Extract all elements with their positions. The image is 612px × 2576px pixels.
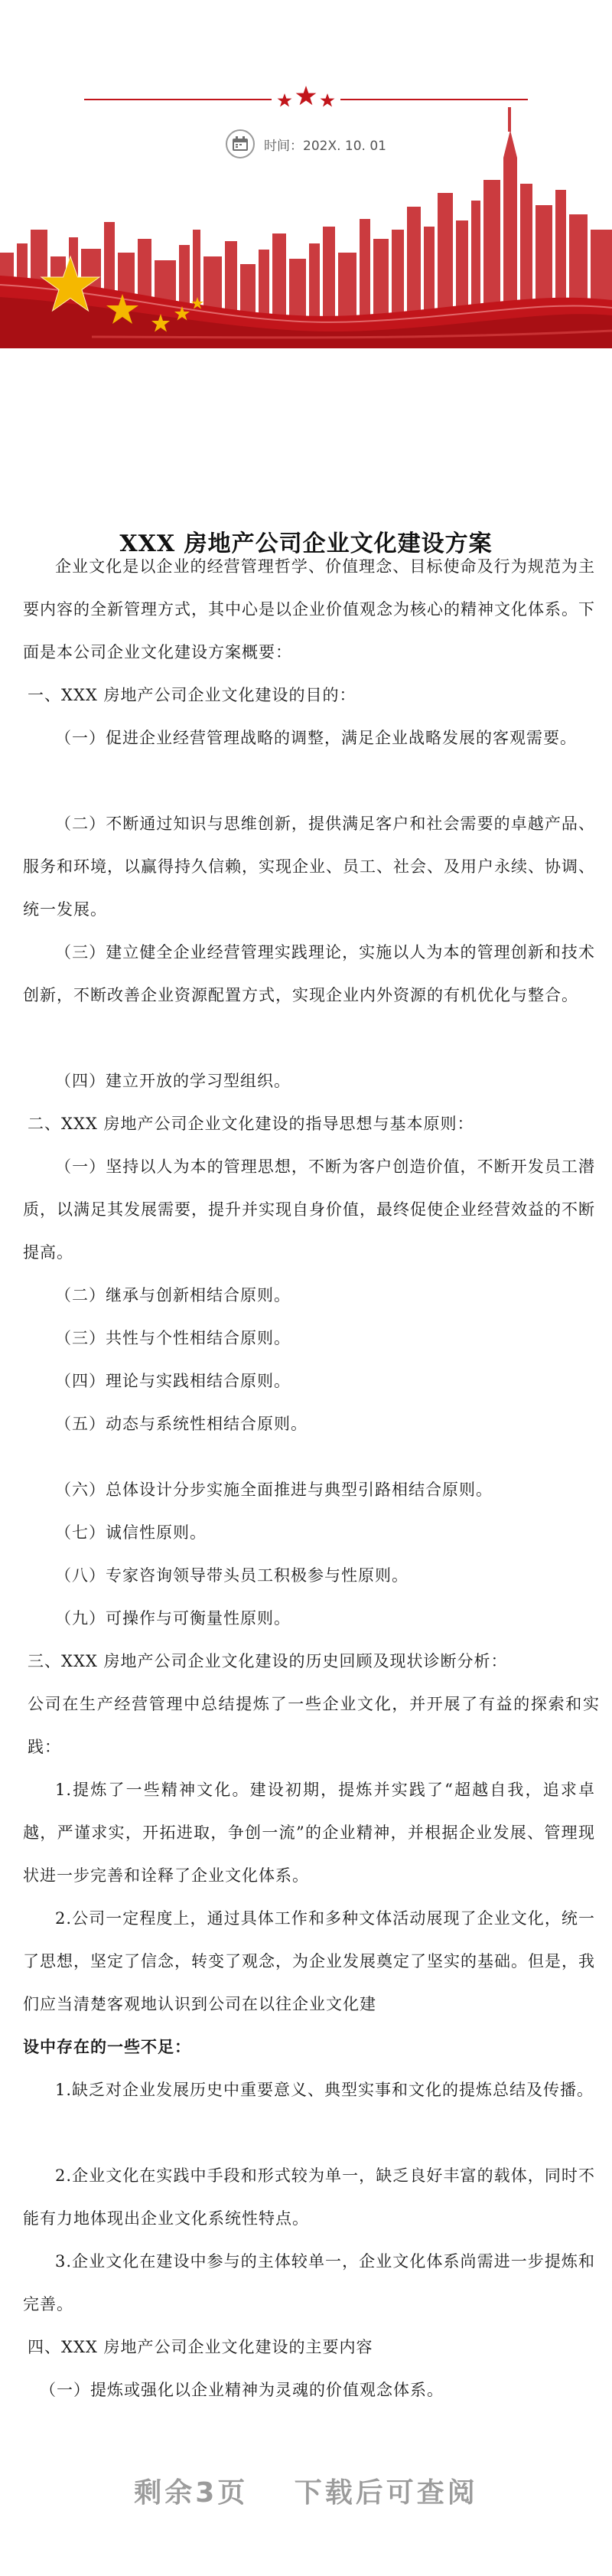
body-paragraph: 1.提炼了一些精神文化。建设初期，提炼并实践了“超越自我，追求卓越，严谨求实，开拓进取，争创一流”的企业精神，并根据企业发展、管理现状进一步完善和诠释了企业文化体系。	[23, 1781, 595, 1885]
body-paragraph: 1.缺乏对企业发展历史中重要意义、典型实事和文化的提炼总结及传播。	[55, 2081, 594, 2099]
body-paragraph: 3.企业文化在建设中参与的主体较单一，企业文化体系尚需进一步提炼和完善。	[23, 2252, 595, 2313]
remaining-pages-label: 剩余3页	[134, 2477, 249, 2509]
body-paragraph: 2.企业文化在实践中手段和形式较为单一，缺乏良好丰富的载体，同时不能有力地体现出企业文化系统性特点。	[23, 2166, 595, 2228]
body-paragraph: （六）总体设计分步实施全面推进与典型引路相结合原则。	[55, 1481, 493, 1499]
section-heading: 四、XXX 房地产公司企业文化建设的主要内容	[28, 2338, 373, 2356]
body-paragraph: （八）专家咨询领导带头员工积极参与性原则。	[55, 1566, 409, 1585]
body-paragraph: （二）继承与创新相结合原则。	[55, 1286, 291, 1304]
body-paragraph: （九）可操作与可衡量性原则。	[55, 1609, 291, 1628]
section-heading: 二、XXX 房地产公司企业文化建设的指导思想与基本原则：	[28, 1115, 474, 1133]
body-paragraph: （一）提炼或强化以企业精神为灵魂的价值观念体系。	[40, 2381, 444, 2399]
document-title: XXX 房地产公司企业文化建设方案	[119, 531, 493, 558]
star-icon	[321, 93, 335, 107]
body-paragraph: （四）建立开放的学习型组织。	[55, 1072, 291, 1090]
header-banner	[0, 0, 612, 360]
body-paragraph: （三）共性与个性相结合原则。	[55, 1329, 291, 1347]
body-paragraph: 2.公司一定程度上，通过具体工作和多种文体活动展现了企业文化，统一了思想，坚定了信念，转变了观念，为企业发展奠定了坚实的基础。但是，我们应当清楚客观地认识到公司在以往企业文化建	[23, 1909, 595, 2013]
star-icon	[296, 86, 317, 105]
download-prompt[interactable]	[0, 2471, 612, 2510]
intro-paragraph: 企业文化是以企业的经营管理哲学、价值理念、目标使命及行为规范为主要内容的全新管理方式，其中心是以企业价值观念为核心的精神文化体系。下面是本公司企业文化建设方案概要：	[23, 557, 595, 661]
publish-date: 时间：202X. 10. 01	[264, 138, 386, 154]
body-paragraph: （五）动态与系统性相结合原则。	[55, 1415, 308, 1433]
body-paragraph: （一）坚持以人为本的管理思想，不断为客户创造价值，不断开发员工潜质，以满足其发展需要，提升并实现自身价值，最终促使企业经营效益的不断提高。	[23, 1157, 595, 1262]
body-paragraph: 公司在生产经营管理中总结提炼了一些企业文化，并开展了有益的探索和实践：	[28, 1695, 600, 1756]
section-heading: 三、XXX 房地产公司企业文化建设的历史回顾及现状诊断分析：	[28, 1652, 508, 1670]
body-paragraph: （七）诚信性原则。	[55, 1523, 207, 1542]
emphasis-line: 设中存在的一些不足：	[23, 2037, 191, 2056]
body-paragraph: （四）理论与实践相结合原则。	[55, 1372, 291, 1390]
section-heading: 一、XXX 房地产公司企业文化建设的目的：	[28, 686, 356, 704]
body-paragraph: （三）建立健全企业经营管理实践理论，实施以人为本的管理创新和技术创新，不断改善企业资源配置方式，实现企业内外资源的有机优化与整合。	[23, 943, 595, 1004]
body-paragraph: （一）促进企业经营管理战略的调整，满足企业战略发展的客观需要。	[55, 729, 577, 747]
publish-date-row	[0, 129, 612, 159]
calendar-icon	[226, 129, 255, 158]
star-icon	[278, 93, 292, 107]
download-hint-label: 下载后可查阅	[294, 2477, 478, 2509]
body-paragraph: （二）不断通过知识与思维创新，提供满足客户和社会需要的卓越产品、服务和环境，以赢得持久信赖，实现企业、员工、社会、及用户永续、协调、统一发展。	[23, 815, 595, 919]
